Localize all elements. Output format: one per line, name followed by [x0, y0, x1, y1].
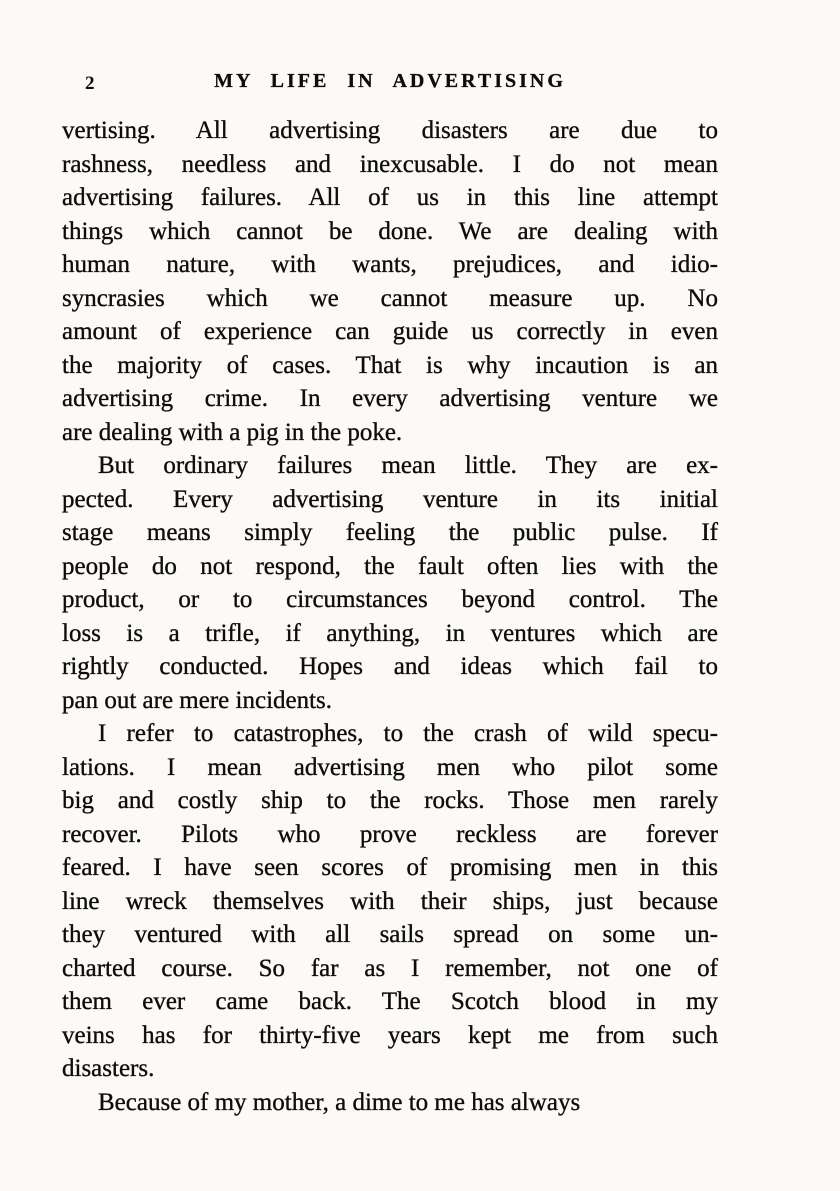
paragraph [62, 717, 718, 1086]
text-line: lations. I mean advertising men who pilot some [62, 753, 718, 781]
text-line: disasters. [62, 1055, 155, 1082]
text-line: people do not respond, the fault often lies with the [62, 552, 718, 580]
text-line: big and costly ship to the rocks. Those men rarely [62, 787, 718, 814]
text-line: I refer to catastrophes, to the crash of wild specu- [98, 720, 718, 747]
page-number: 2 [85, 73, 96, 94]
text-line: amount of experience can guide us correctly in even [62, 318, 718, 345]
text-line: rightly conducted. Hopes and ideas which fail to [62, 653, 718, 680]
text-line: charted course. So far as I remember, not one of [62, 954, 718, 982]
text-line: they ventured with all sails spread on some un- [62, 921, 718, 948]
text-line: veins has for thirty-five years kept me from such [62, 1021, 718, 1049]
text-line: are dealing with a pig in the poke. [62, 418, 403, 446]
paragraph [62, 1086, 718, 1120]
text-line: line wreck themselves with their ships, just because [62, 887, 718, 915]
page-body [62, 114, 718, 1119]
text-line: pected. Every advertising venture in its initial [62, 485, 718, 513]
text-line: recover. Pilots who prove reckless are forever [62, 820, 718, 848]
paragraph [62, 449, 718, 717]
text-line: stage means simply feeling the public pulse. If [62, 519, 718, 546]
text-line: loss is a trifle, if anything, in ventures which are [62, 619, 718, 647]
text-line: Because of my mother, a dime to me has always [98, 1088, 581, 1116]
text-line: syncrasies which we cannot measure up. No [62, 284, 718, 312]
text-line: advertising failures. All of us in this line attempt [62, 184, 718, 211]
text-line: things which cannot be done. We are dealing with [62, 217, 718, 245]
text-line: But ordinary failures mean little. They are ex- [98, 452, 718, 479]
text-line: feared. I have seen scores of promising men in this [62, 854, 718, 881]
page-header [62, 70, 718, 98]
paragraph [62, 114, 718, 449]
text-line: pan out are mere incidents. [62, 686, 333, 714]
text-line: advertising crime. In every advertising venture we [62, 385, 718, 412]
text-line: product, or to circumstances beyond control. The [62, 586, 718, 613]
text-column [62, 70, 718, 1119]
text-line: them ever came back. The Scotch blood in my [62, 988, 718, 1015]
text-line: human nature, with wants, prejudices, and idio- [62, 251, 718, 278]
running-header: MY LIFE IN ADVERTISING [214, 70, 566, 92]
text-line: vertising. All advertising disasters are due to [62, 117, 718, 144]
text-line: rashness, needless and inexcusable. I do not mean [62, 150, 718, 178]
text-line: the majority of cases. That is why incaution is an [62, 351, 718, 379]
